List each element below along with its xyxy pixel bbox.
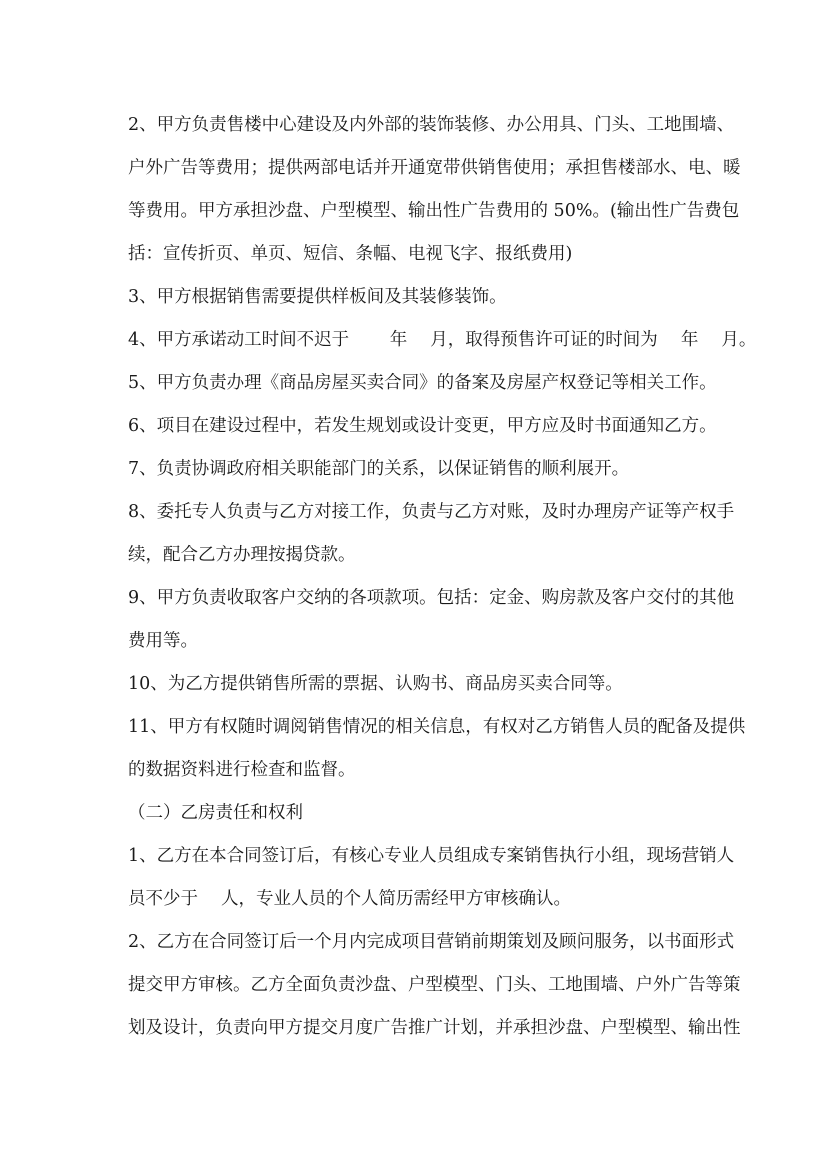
text-line: 10、为乙方提供销售所需的票据、认购书、商品房买卖合同等。: [128, 674, 623, 694]
text-line: 2、甲方负责售楼中心建设及内外部的装饰装修、办公用具、门头、工地围墙、: [128, 115, 735, 135]
text-line: 1、乙方在本合同签订后，有核心专业人员组成专案销售执行小组，现场营销人: [128, 846, 735, 866]
text-line: 4、甲方承诺动工时间不迟于 年 月，取得预售许可证的时间为 年 月。: [128, 330, 757, 350]
text-line: 11、甲方有权随时调阅销售情况的相关信息，有权对乙方销售人员的配备及提供: [128, 717, 746, 737]
text-line: 提交甲方审核。乙方全面负责沙盘、户型模型、门头、工地围墙、户外广告等策: [128, 975, 741, 995]
text-line: 9、甲方负责收取客户交纳的各项款项。包括：定金、购房款及客户交付的其他: [128, 588, 735, 608]
text-line: 费用等。: [128, 631, 198, 651]
text-line: 8、委托专人负责与乙方对接工作，负责与乙方对账，及时办理房产证等产权手: [128, 502, 735, 522]
text-line: 括：宣传折页、单页、短信、条幅、电视飞字、报纸费用): [128, 244, 573, 264]
text-line: 员不少于 人，专业人员的个人简历需经甲方审核确认。: [128, 889, 572, 909]
text-line: 6、项目在建设过程中，若发生规划或设计变更，甲方应及时书面通知乙方。: [128, 416, 717, 436]
text-line: 3、甲方根据销售需要提供样板间及其装修装饰。: [128, 287, 507, 307]
watermark: [244, 421, 358, 559]
section-heading: （二）乙房责任和权利: [128, 803, 303, 823]
text-line: 2、乙方在合同签订后一个月内完成项目营销前期策划及顾问服务，以书面形式: [128, 932, 735, 952]
text-line: 7、负责协调政府相关职能部门的关系，以保证销售的顺利展开。: [128, 459, 630, 479]
text-line: 等费用。甲方承担沙盘、户型模型、输出性广告费用的 50%。(输出性广告费包: [128, 201, 740, 221]
text-line: 划及设计，负责向甲方提交月度广告推广计划，并承担沙盘、户型模型、输出性: [128, 1018, 741, 1038]
text-line: 户外广告等费用；提供两部电话并开通宽带供销售使用；承担售楼部水、电、暖: [128, 158, 741, 178]
text-line: 5、甲方负责办理《商品房屋买卖合同》的备案及房屋产权登记等相关工作。: [128, 373, 717, 393]
text-line: 的数据资料进行检查和监督。: [128, 760, 356, 780]
text-line: 续，配合乙方办理按揭贷款。: [128, 545, 356, 565]
